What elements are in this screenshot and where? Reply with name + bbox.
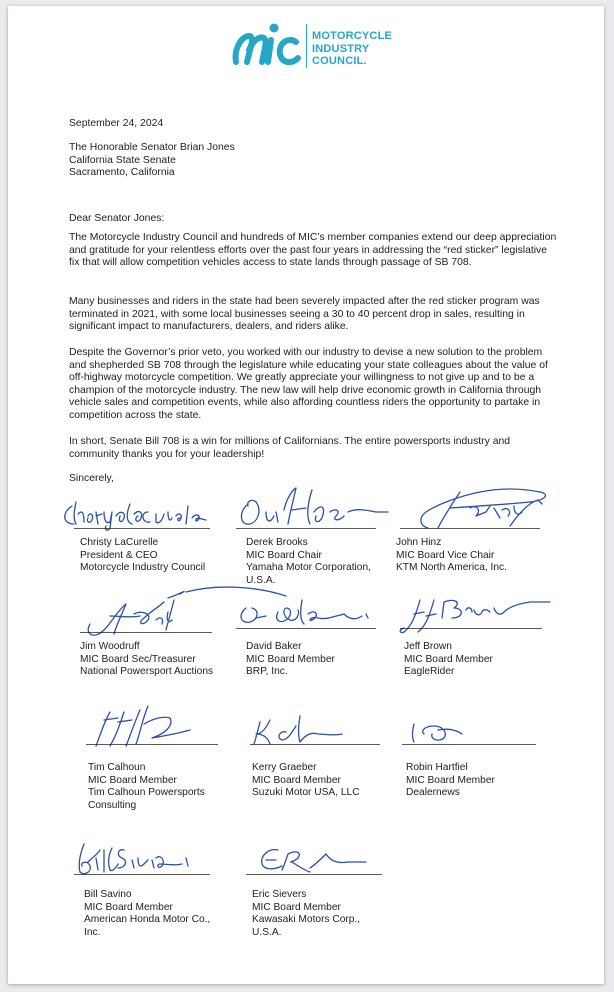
mic-logo-icon (226, 20, 306, 72)
signatory-title: MIC Board Member (246, 653, 335, 665)
recipient-line: Sacramento, California (69, 167, 175, 179)
logo-line-2: INDUSTRY (312, 42, 370, 55)
signatory-org: U.S.A. (252, 926, 282, 938)
signatory-org: KTM North America, Inc. (396, 562, 507, 574)
signatory-org: Suzuki Motor USA, LLC (252, 787, 360, 799)
body-paragraph: The Motorcycle Industry Council and hundreds of MIC’s member companies extend our deep appreciation and gratitude for your relentless efforts over the past four years in addressing the “red sticker” legislative fix that will allow competition vehicles access to state lands through passage of SB 708. (69, 232, 557, 269)
logo-divider (306, 24, 307, 68)
salutation: Dear Senator Jones: (69, 213, 165, 224)
signatory-text (246, 537, 371, 587)
signatory-text (404, 641, 493, 679)
signatory-text (84, 889, 210, 939)
signatory-text (406, 762, 495, 800)
signatory-org: U.S.A. (246, 574, 276, 586)
signatory-name: Kerry Graeber (252, 762, 317, 773)
signatory-name: Robin Hartfiel (406, 762, 468, 773)
signatory-text (88, 762, 205, 812)
logo-line-3: COUNCIL. (312, 55, 367, 67)
signatory-org: Kawasaki Motors Corp., (252, 914, 361, 926)
signature-line (226, 834, 396, 894)
recipient-line: The Honorable Senator Brian Jones (69, 142, 235, 153)
signatory-text (396, 537, 507, 575)
signatory-title: MIC Board Member (406, 774, 495, 786)
signatory-title: MIC Board Member (88, 774, 177, 786)
mic-logo (226, 20, 396, 76)
signatory-org: Tim Calhoun Powersports (88, 787, 205, 799)
signature-line (60, 704, 230, 764)
signatory-name: Tim Calhoun (88, 762, 146, 773)
signatory-name: Jim Woodruff (80, 641, 140, 652)
closing: Sincerely, (69, 473, 114, 484)
signatory-org: Dealernews (406, 787, 460, 799)
logo-wordmark (312, 30, 392, 68)
signatory-title: MIC Board Sec/Treasurer (80, 653, 196, 665)
signature-line (390, 482, 560, 542)
signature-line (226, 704, 396, 764)
signature-line (60, 834, 230, 894)
signatory-text (252, 889, 360, 939)
recipient-block (69, 142, 557, 180)
signatory-title: MIC Board Member (404, 653, 493, 665)
signatory-text (252, 762, 360, 800)
signatory-text (246, 641, 335, 679)
signatory-name: John Hinz (396, 537, 442, 548)
signatory-title: MIC Board Member (252, 774, 341, 786)
signatory-name: David Baker (246, 641, 302, 652)
signatory-org: American Honda Motor Co., (84, 914, 211, 926)
body-paragraph: Despite the Governor’s prior veto, you worked with our industry to devise a new solution to the problem and shepherded SB 708 through the legislature while educating your state colleagues about the value of off-highway motorcycle competition. We greatly appreciate your willingness to not give up and to be a champion of the motorcycle industry. The new law will help drive economic growth in California through vehicle sales and competition events, while also affording countless riders the opportunity to partake in competition across the state. (69, 347, 548, 421)
signatory-org: Motorcycle Industry Council (80, 562, 206, 574)
signature-line (390, 704, 560, 764)
signatory-text (80, 641, 213, 679)
signatory-name: Eric Sievers (252, 889, 307, 900)
signature-line (226, 482, 396, 542)
signatory-name: Jeff Brown (404, 641, 452, 652)
signatory-name: Derek Brooks (246, 537, 308, 548)
body-paragraph: In short, Senate Bill 708 is a win for millions of Californians. The entire powersports industry and community thanks you for your leadership! (69, 436, 511, 460)
signatory-title: President & CEO (80, 549, 158, 561)
signatory-name: Christy LaCurelle (80, 537, 159, 548)
signatory-title: MIC Board Vice Chair (396, 549, 495, 561)
signatory-text (80, 537, 205, 575)
signatory-name: Bill Savino (84, 889, 132, 900)
signatory-org: Consulting (88, 799, 137, 811)
signatory-org: BRP, Inc. (246, 666, 288, 678)
body-paragraph: Many businesses and riders in the state had been severely impacted after the red sticker program was terminated in 2021, with some local businesses seeing a 30 to 40 percent drop in sales, resulting in significant impact to manufacturers, dealers, and riders alike. (69, 296, 540, 333)
signatory-title: MIC Board Chair (246, 549, 322, 561)
signatory-org: Inc. (84, 926, 101, 938)
signatory-title: MIC Board Member (84, 901, 173, 913)
signatory-org: National Powersport Auctions (80, 666, 214, 678)
letter-date: September 24, 2024 (69, 118, 164, 129)
signatory-title: MIC Board Member (252, 901, 341, 913)
signatory-org: EagleRider (404, 666, 455, 678)
letter-page (8, 6, 604, 984)
recipient-line: California State Senate (69, 154, 176, 166)
signature-line (60, 482, 220, 542)
signatory-org: Yamaha Motor Corporation, (246, 562, 371, 574)
logo-line-1: MOTORCYCLE (312, 30, 393, 42)
